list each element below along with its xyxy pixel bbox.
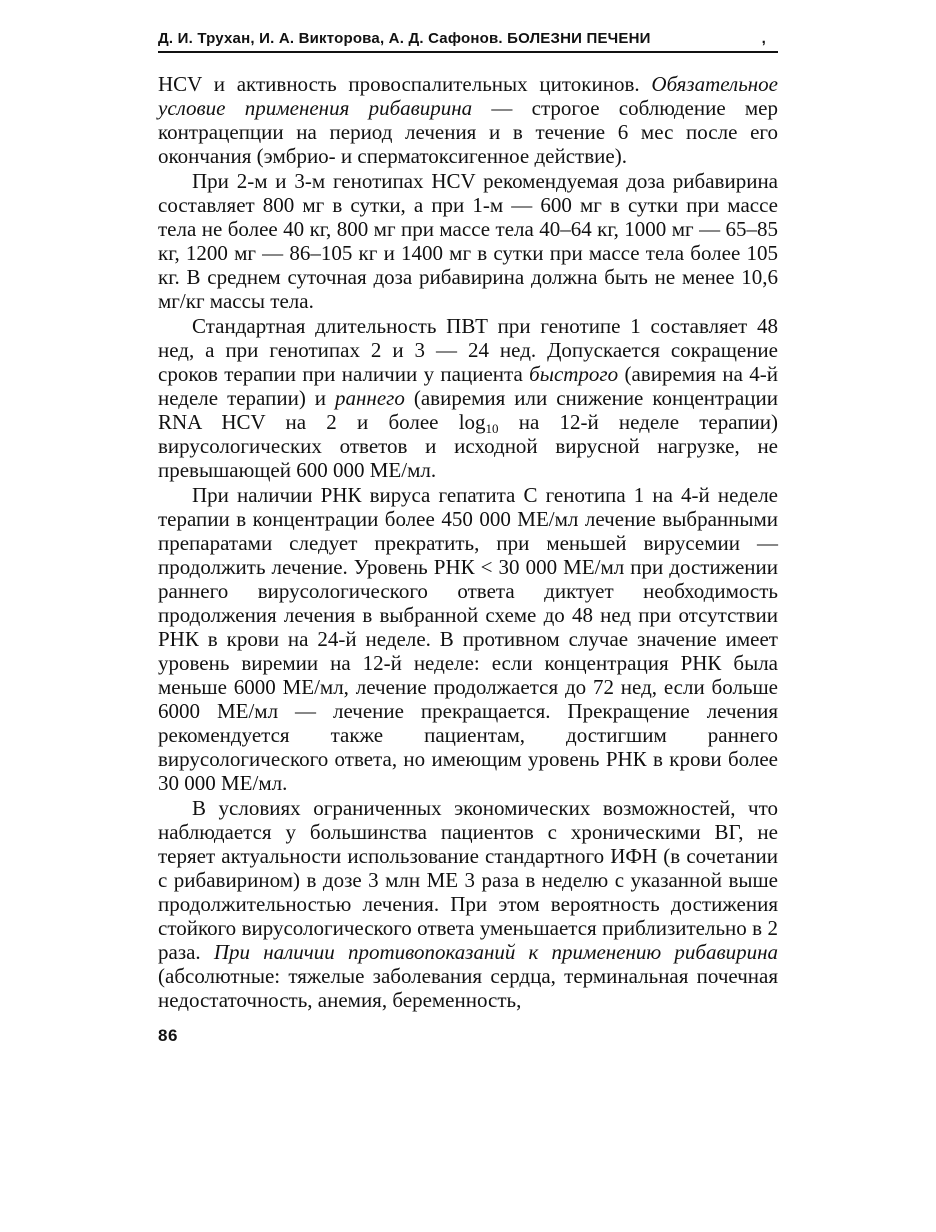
running-head (158, 30, 778, 48)
italic-phrase: раннего (335, 386, 405, 410)
italic-phrase: Обязательное условие применения рибавирина (158, 72, 778, 120)
body-text (158, 72, 778, 1012)
paragraph-3: Стандартная длительность ПВТ при генотипе 1 составляет 48 нед, а при генотипах 2 и 3 — 24 нед. Допускается сокращение сроков терапии при наличии у пациента быстрого (авиремия на 4-й неделе терапии) и раннего (авиремия или снижение концентрации RNA HCV на 2 и более $\log_{10}$ на 12-й неделе терапии) вирусологических ответов и исходной вирусной нагрузке, не превышающей 600 000 МЕ/мл. (158, 314, 778, 482)
paragraph-4: При наличии РНК вируса гепатита С генотипа 1 на 4-й неделе терапии в концентрации более 450 000 МЕ/мл лечение выбранными препаратами следует прекратить, при меньшей вирусемии — продолжить лечение. Уровень РНК < 30 000 МЕ/мл при достижении раннего вирусологического ответа диктует необходимость продолжения лечения в выбранной схеме до 48 нед при отсутствии РНК в крови на 24-й неделе. В противном случае значение имеет уровень виремии на 12-й неделе: если концентрация РНК была меньше 6000 МЕ/мл, лечение продолжается до 72 нед, если больше 6000 МЕ/мл — лечение прекращается. Прекращение лечения рекомендуется также пациентам, достигшим раннего вирусологического ответа, но имеющим уровень РНК в крови более 30 000 МЕ/мл. (158, 483, 778, 795)
italic-phrase: При наличии противопоказаний к применению рибавирина (213, 940, 778, 964)
paragraph-2: При 2-м и 3-м генотипах HCV рекомендуемая доза рибавирина составляет 800 мг в сутки, а при 1-м — 600 мг в сутки при массе тела не более 40 кг, 800 мг при массе тела 40–64 кг, 1000 мг — 65–85 кг, 1200 мг — 86–105 кг и 1400 мг в сутки при массе тела более 105 кг. В среднем суточная доза рибавирина должна быть не менее 10,6 мг/кг массы тела. (158, 169, 778, 313)
log-subscript: 10 (485, 421, 499, 436)
paragraph-1: HCV и активность провоспалительных цитокинов. Обязательное условие применения рибавирина — строгое соблюдение мер контрацепции на период лечения и в течение 6 мес после его окончания (эмбрио- и сперматоксигенное действие). (158, 72, 779, 168)
paragraph-5: В условиях ограниченных экономических возможностей, что наблюдается у большинства пациентов с хроническими ВГ, не теряет актуальности использование стандартного ИФН (в сочетании с рибавирином) в дозе 3 млн МЕ 3 раза в неделю с указанной выше продолжительностью лечения. При этом вероятность достижения стойкого вирусологического ответа уменьшается приблизительно в 2 раза. При наличии противопоказаний к применению рибавирина (абсолютные: тяжелые заболевания сердца, терминальная почечная недостаточность, анемия, беременность, (158, 796, 778, 1012)
header-rule (158, 51, 778, 53)
running-head-mark: , (761, 30, 766, 47)
page-number: 86 (158, 1026, 178, 1045)
italic-phrase: быстрого (529, 362, 619, 386)
running-title: Д. И. Трухан, И. А. Викторова, А. Д. Сафонов. БОЛЕЗНИ ПЕЧЕНИ (158, 30, 651, 47)
